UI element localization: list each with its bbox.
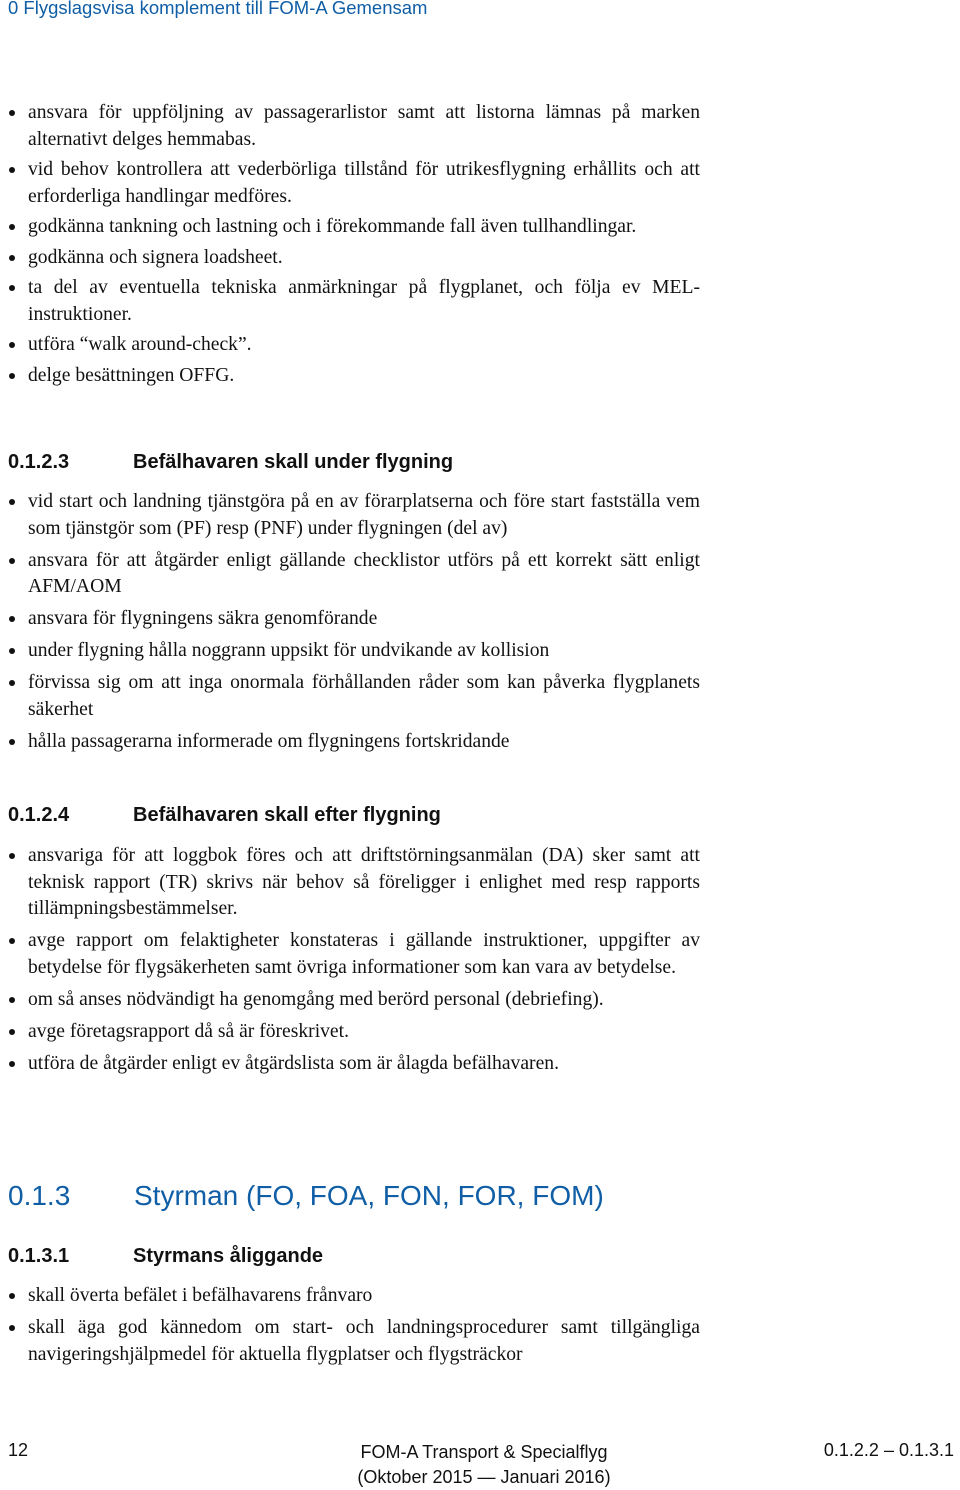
subsection-title: Befälhavaren skall under flygning (133, 451, 454, 473)
subsection-number: 0.1.2.3 (8, 451, 70, 473)
footer-document-info (354, 1440, 614, 1490)
list-item: vid start och landning tjänstgöra på en av förarplatserna och före start fastställa vem som tjänstgör som (PF) resp (PNF) under flygningen (del av) (0, 489, 700, 542)
bullet-icon (9, 1029, 15, 1035)
bullet-icon (9, 342, 15, 348)
footer-page-number: 12 (8, 1440, 29, 1460)
subsection-number: 0.1.2.4 (8, 804, 70, 826)
list-item: utföra de åtgärder enligt ev åtgärdslista som är ålagda befälhavaren. (0, 1051, 700, 1078)
bullet-icon (9, 1293, 15, 1299)
bullet-icon (9, 499, 15, 505)
bullet-icon (9, 285, 15, 291)
bullet-icon (9, 1061, 15, 1067)
bullet-icon (9, 110, 15, 116)
bullet-icon (9, 648, 15, 654)
subsection-title: Befälhavaren skall efter flygning (133, 804, 441, 826)
list-item: avge företagsrapport då så är föreskrivet. (0, 1019, 700, 1046)
bullet-icon (9, 558, 15, 564)
footer-document-date: (Oktober 2015 — Januari 2016) (357, 1467, 611, 1487)
list-item: delge besättningen OFFG. (0, 363, 700, 390)
list-item: avge rapport om felaktigheter konstateras i gällande instruktioner, uppgifter av betydelse för flygsäkerheten samt övriga informationer som kan vara av betydelse. (0, 928, 700, 981)
section-number: 0.1.3 (8, 1180, 71, 1211)
subsection-number: 0.1.3.1 (8, 1245, 70, 1267)
list-item: utföra “walk around-check”. (0, 332, 700, 359)
list-item: hålla passagerarna informerade om flygningens fortskridande (0, 729, 700, 756)
list-item: ansvara för att åtgärder enligt gällande checklistor utförs på ett korrekt sätt enligt AFM/AOM (0, 548, 700, 601)
subsection-title: Styrmans åliggande (133, 1245, 324, 1267)
bullet-icon (9, 997, 15, 1003)
list-item: ta del av eventuella tekniska anmärkningar på flygplanet, och följa ev MEL-instruktioner. (0, 275, 700, 328)
list-item: förvissa sig om att inga onormala förhållanden råder som kan påverka flygplanets säkerhet (0, 670, 700, 723)
list-item: godkänna och signera loadsheet. (0, 245, 700, 272)
list-item: skall äga god kännedom om start- och landningsprocedurer samt tillgängliga navigeringshjälpmedel för aktuella flygplatser och flygsträckor (0, 1315, 700, 1368)
bullet-icon (9, 616, 15, 622)
bullet-list-first-officer (0, 1283, 700, 1374)
bullet-icon (9, 1325, 15, 1331)
bullet-icon (9, 373, 15, 379)
section-title: Styrman (FO, FOA, FON, FOR, FOM) (134, 1180, 604, 1211)
list-item: skall överta befälet i befälhavarens frånvaro (0, 1283, 700, 1310)
bullet-icon (9, 167, 15, 173)
bullet-icon (9, 853, 15, 859)
bullet-icon (9, 255, 15, 261)
bullet-list-after-flight (0, 843, 700, 1083)
list-item: ansvara för uppföljning av passagerarlistor samt att listorna lämnas på marken alternativt delges hemmabas. (0, 100, 700, 153)
list-item: vid behov kontrollera att vederbörliga tillstånd för utrikesflygning erhållits och att erforderliga handlingar medföres. (0, 157, 700, 210)
list-item: under flygning hålla noggrann uppsikt för undvikande av kollision (0, 638, 700, 665)
bullet-icon (9, 739, 15, 745)
list-item: om så anses nödvändigt ha genomgång med berörd personal (debriefing). (0, 987, 700, 1014)
footer-section-range: 0.1.2.2 – 0.1.3.1 (823, 1440, 954, 1460)
list-item: ansvara för flygningens säkra genomförande (0, 606, 700, 633)
running-header: 0 Flygslagsvisa komplement till FOM-A Gemensam (8, 0, 428, 18)
list-item: godkänna tankning och lastning och i förekommande fall även tullhandlingar. (0, 214, 700, 241)
bullet-list-responsibilities (0, 100, 700, 393)
bullet-list-during-flight (0, 489, 700, 761)
list-item: ansvariga för att loggbok föres och att driftstörningsanmälan (DA) sker samt att teknisk rapport (TR) skrivs när behov så föreligger i enlighet med resp rapports tillämpningsbestämmelser. (0, 843, 700, 923)
bullet-icon (9, 224, 15, 230)
bullet-icon (9, 680, 15, 686)
bullet-icon (9, 938, 15, 944)
footer-document-title: FOM-A Transport & Specialflyg (360, 1442, 608, 1462)
